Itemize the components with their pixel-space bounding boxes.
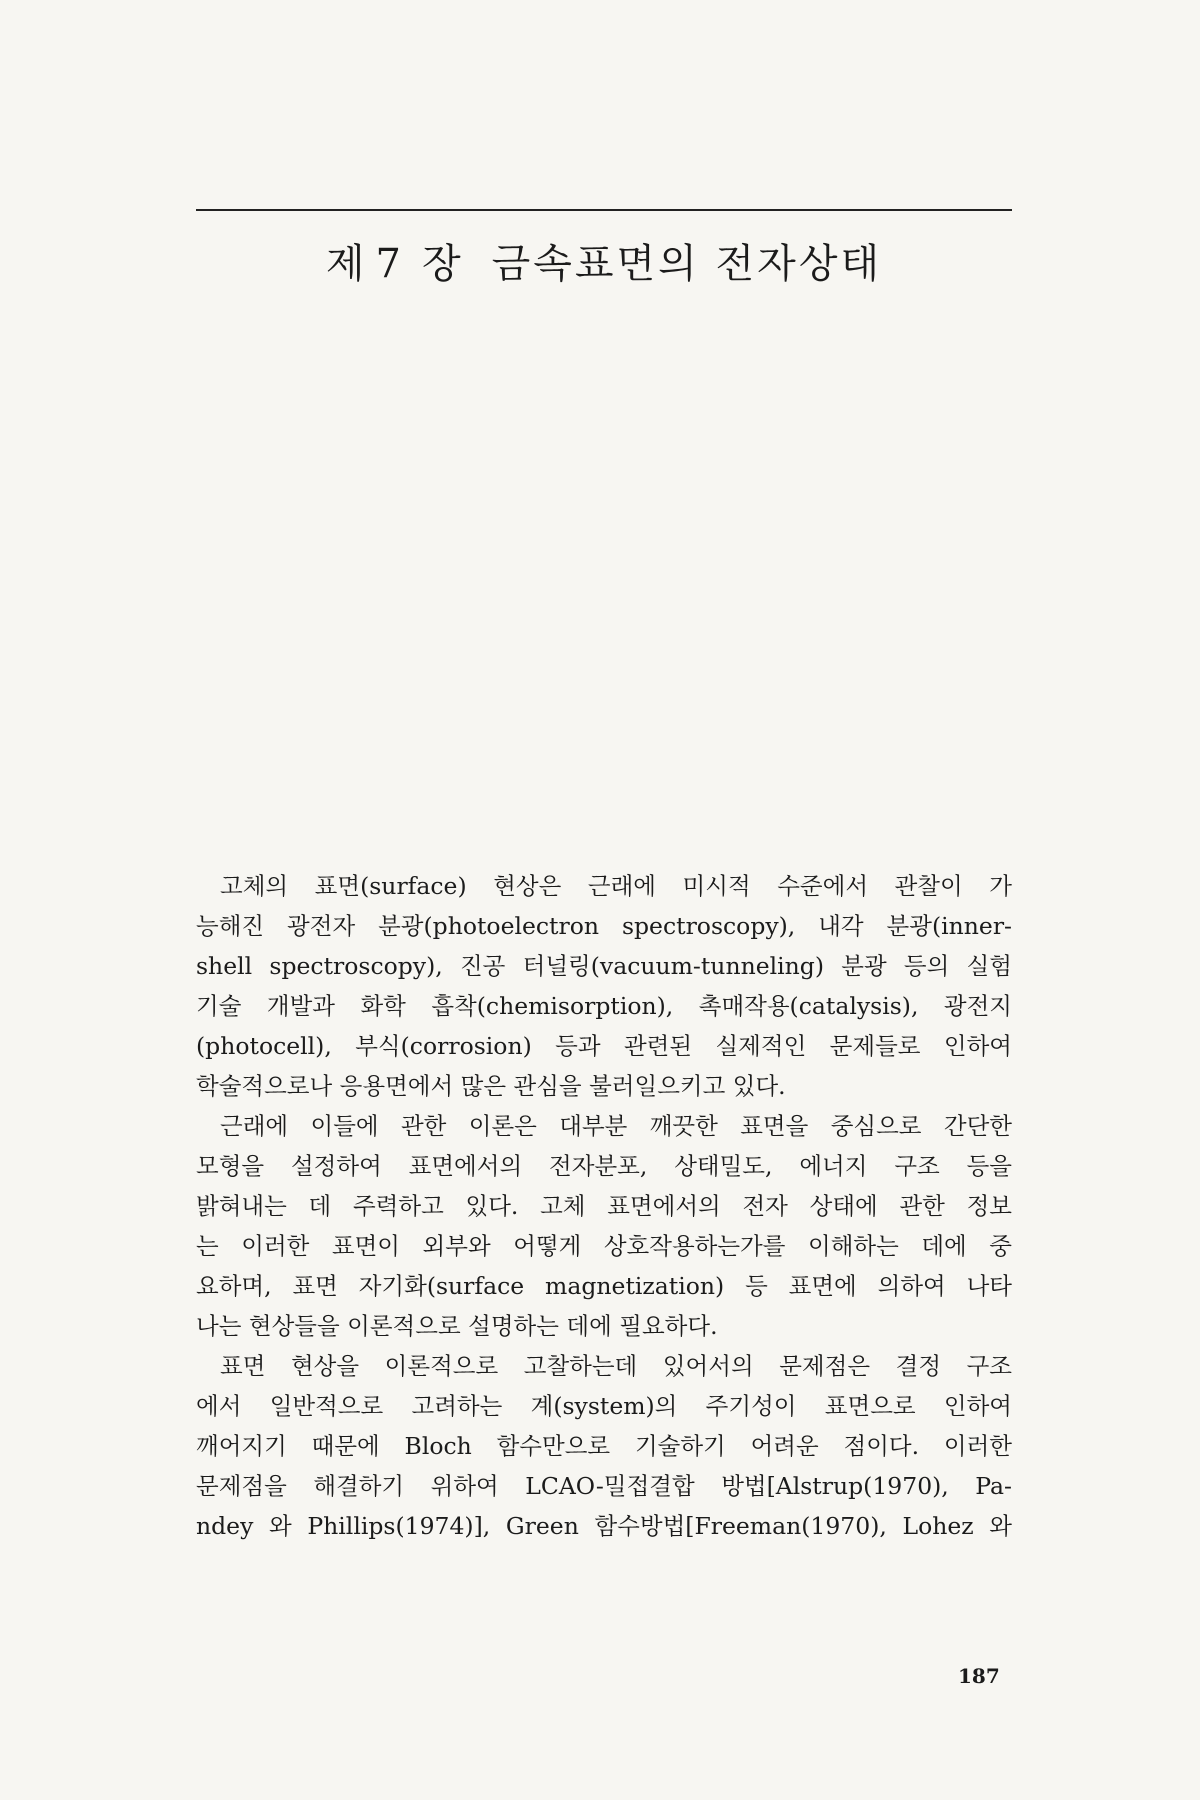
text-line: 밝혀내는 데 주력하고 있다. 고체 표면에서의 전자 상태에 관한 정보 <box>196 1192 1012 1220</box>
text-line: 요하며, 표면 자기화(surface magnetization) 등 표면에 의하여 나타 <box>196 1272 1012 1300</box>
text-line: 에서 일반적으로 고려하는 계(system)의 주기성이 표면으로 인하여 <box>196 1392 1012 1420</box>
paragraph-3 <box>196 1346 1012 1546</box>
text-line: 표면 현상을 이론적으로 고찰하는데 있어서의 문제점은 결정 구조 <box>220 1352 1012 1380</box>
text-line: 근래에 이들에 관한 이론은 대부분 깨끗한 표면을 중심으로 간단한 <box>220 1112 1012 1140</box>
text-line: 문제점을 해결하기 위하여 LCAO-밀접결합 방법[Alstrup(1970), Pa- <box>196 1472 1012 1500</box>
chapter-label-post: 장 <box>421 241 464 287</box>
text-line: 깨어지기 때문에 Bloch 함수만으로 기술하기 어려운 점이다. 이러한 <box>196 1432 1012 1460</box>
text-line: 고체의 표면(surface) 현상은 근래에 미시적 수준에서 관찰이 가 <box>220 872 1012 900</box>
text-line: 기술 개발과 화학 흡착(chemisorption), 촉매작용(catalysis), 광전지 <box>196 992 1012 1020</box>
paragraph-2 <box>196 1106 1012 1346</box>
text-line: 는 이러한 표면이 외부와 어떻게 상호작용하는가를 이해하는 데에 중 <box>196 1232 1012 1260</box>
body-text <box>196 866 1012 1546</box>
text-line: ndey 와 Phillips(1974)], Green 함수방법[Freeman(1970), Lohez 와 <box>196 1512 1012 1540</box>
chapter-title <box>196 232 1012 289</box>
text-line: (photocell), 부식(corrosion) 등과 관련된 실제적인 문제들로 인하여 <box>196 1032 1012 1060</box>
header-rule <box>196 209 1012 211</box>
text-line: 나는 현상들을 이론적으로 설명하는 데에 필요하다. <box>196 1312 718 1340</box>
page-number: 187 <box>958 1664 1000 1688</box>
chapter-label-pre: 제 <box>325 241 368 287</box>
paragraph-1 <box>196 866 1012 1106</box>
text-line: shell spectroscopy), 진공 터널링(vacuum-tunneling) 분광 등의 실험 <box>196 952 1012 980</box>
text-line: 학술적으로나 응용면에서 많은 관심을 불러일으키고 있다. <box>196 1072 786 1100</box>
text-line: 모형을 설정하여 표면에서의 전자분포, 상태밀도, 에너지 구조 등을 <box>196 1152 1012 1180</box>
text-line: 능해진 광전자 분광(photoelectron spectroscopy), 내각 분광(inner- <box>196 912 1012 940</box>
chapter-title-text: 금속표면의 전자상태 <box>491 241 883 287</box>
chapter-number: 7 <box>375 241 404 287</box>
